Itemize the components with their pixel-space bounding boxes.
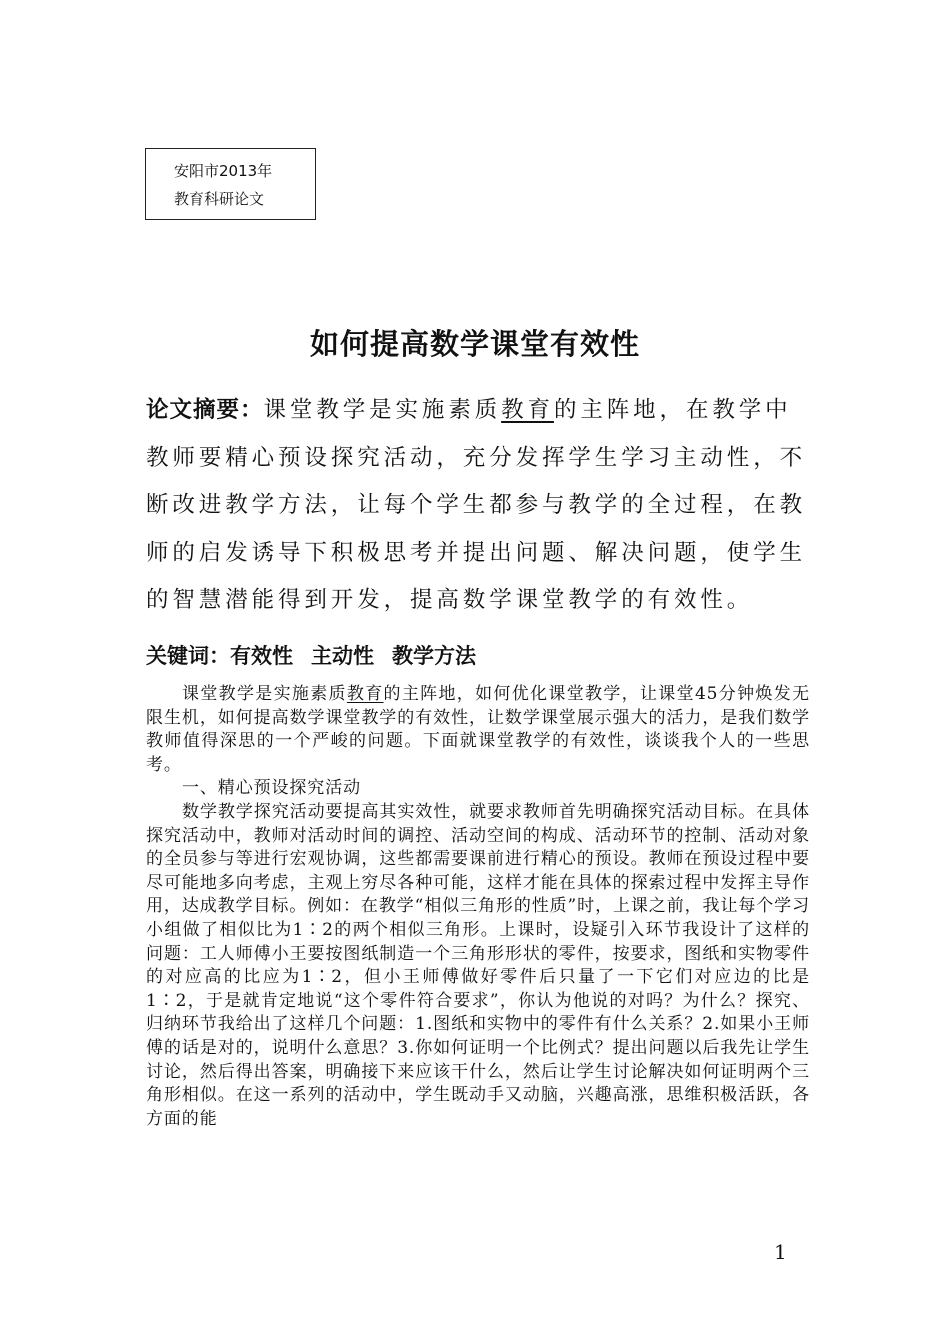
paper-title: 如何提高数学课堂有效性: [309, 327, 640, 361]
body-p1-pre: 课堂教学是实施素质: [182, 684, 347, 704]
body-p1-post: 的主阵地，如何优化课堂教学，让课堂45分钟焕发无限生机，如何提高数学课堂教学的有效性，让数学课堂展示强大的活力，是我们数学教师值得深思的一个严峻的问题。下面就课堂教学的有效性，谈谈我个人的一些思考。: [146, 684, 810, 775]
body-text: [146, 683, 810, 1131]
keyword-item: 主动性: [311, 644, 374, 668]
section-heading-1: 一、精心预设探究活动: [182, 778, 361, 799]
keyword-item: 教学方法: [392, 644, 476, 668]
page-number: 1: [774, 1240, 787, 1264]
abstract-text-pre: 课堂教学是实施素质: [263, 397, 502, 423]
header-box-line2: 教育科研论文: [174, 190, 265, 208]
abstract-label: 论文摘要：: [146, 397, 264, 423]
keywords: [146, 640, 808, 670]
body-link[interactable]: 教育: [346, 684, 384, 704]
header-box-line1: 安阳市2013年: [174, 162, 273, 180]
abstract-text-post: 的主阵地，在教学中教师要精心预设探究活动，充分发挥学生学习主动性，不断改进教学方法，让每个学生都参与教学的全过程，在教师的启发诱导下积极思考并提出问题、解决问题，使学生的智慧潜能得到开发，提高数学课堂教学的有效性。: [146, 397, 807, 614]
abstract-link[interactable]: 教育: [501, 397, 554, 423]
abstract: [146, 387, 808, 625]
header-box: [145, 148, 316, 220]
keyword-item: 有效性: [230, 644, 293, 668]
body-paragraph-2: 数学教学探究活动要提高其实效性，就要求教师首先明确探究活动目标。在具体探究活动中，教师对活动时间的调控、活动空间的构成、活动环节的控制、活动对象的全员参与等进行宏观协调，这些都需要课前进行精心的预设。教师在预设过程中要尽可能地多向考虑，主观上穷尽各种可能，这样才能在具体的探索过程中发挥主导作用，达成教学目标。例如：在教学“相似三角形的性质”时，上课之前，我让每个学习小组做了相似比为1∶2的两个相似三角形。上课时，设疑引入环节我设计了这样的问题：工人师傅小王要按图纸制造一个三角形形状的零件，按要求，图纸和实物零件的对应高的比应为1∶2，但小王师傅做好零件后只量了一下它们对应边的比是1∶2，于是就肯定地说“这个零件符合要求”，你认为他说的对吗？为什么？探究、归纳环节我给出了这样几个问题：1.图纸和实物中的零件有什么关系？2.如果小王师傅的话是对的，说明什么意思？3.你如何证明一个比例式？提出问题以后我先让学生讨论，然后得出答案，明确接下来应该干什么，然后让学生讨论解决如何证明两个三角形相似。在这一系列的活动中，学生既动手又动脑，兴趣高涨，思维积极活跃，各方面的能: [146, 801, 810, 1129]
keywords-label: 关键词：: [146, 644, 230, 668]
body-paragraph-1: [146, 683, 810, 777]
